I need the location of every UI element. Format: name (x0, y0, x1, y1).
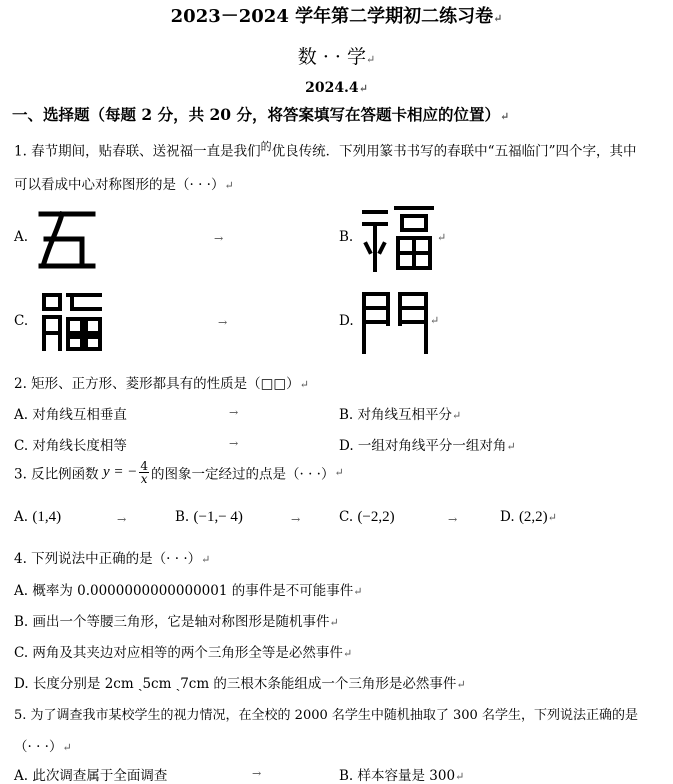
seal-glyph-fu-icon (360, 204, 436, 272)
q2-option-c: C. 对角线长度相等 (14, 438, 127, 454)
q5-option-a: A. 此次调查属于全面调查 (14, 768, 168, 784)
q2-option-b: B. 对角线互相平分↵ (339, 407, 462, 423)
q1-para-b: ↵ (437, 231, 447, 244)
q5-stem-line2: （· · ·）↵ (14, 739, 72, 755)
q1-para-d: ↵ (430, 314, 440, 327)
exam-date: 2024.4↵ (305, 80, 368, 96)
q1-option-a-label: A. (14, 229, 29, 245)
q4-stem: 4. 下列说法中正确的是（· · ·）↵ (14, 551, 211, 567)
q1-tab-a: → (214, 232, 224, 245)
q5-option-b: B. 样本容量是 300↵ (339, 768, 465, 784)
q3-option-d: D. (2,2)↵ (500, 509, 557, 525)
q3-tab-b: → (291, 513, 301, 526)
seal-glyph-lin-icon (40, 291, 104, 353)
q1-tab-c: → (218, 316, 228, 329)
q3-option-b: B. (−1,− 4) (175, 509, 243, 525)
q4-option-c: C. 两角及其夹边对应相等的两个三角形全等是必然事件↵ (14, 645, 353, 661)
exam-title: 2023－2024 学年第二学期初二练习卷↵ (170, 6, 503, 27)
section-heading: 一、选择题（每题 2 分，共 20 分，将答案填写在答题卡相应的位置）↵ (12, 105, 510, 124)
q4-option-b: B. 画出一个等腰三角形，它是轴对称图形是随机事件↵ (14, 614, 339, 630)
q2-stem: 2. 矩形、正方形、菱形都具有的性质是（□□）↵ (14, 376, 309, 392)
q1-option-b-label: B. (339, 229, 354, 245)
q4-option-a: A. 概率为 0.0000000000000001 的事件是不可能事件↵ (14, 583, 363, 599)
q3-stem: 3. 反比例函数 y = − $\frac{4}{x}$ 的图象一定经过的点是（· · ·）↵ (14, 459, 344, 486)
q3-tab-a: → (117, 513, 127, 526)
seal-glyph-wu-icon (36, 209, 98, 271)
q3-option-a: A. (1,4) (14, 509, 62, 525)
q1-option-d-label: D. (339, 313, 354, 329)
q5-stem-line1: 5. 为了调查我市某校学生的视力情况，在全校的 2000 名学生中随机抽取了 300 名学生，下列说法正确的是 (14, 708, 638, 723)
q3-fraction: $\frac{4}{x}$ (140, 459, 149, 486)
q2-option-d: D. 一组对角线平分一组对角↵ (339, 438, 516, 454)
q2-tab-a: → (229, 406, 239, 419)
q1-stem-line2: 可以看成中心对称图形的是（· · ·）↵ (14, 177, 234, 193)
q5-tab-a: → (252, 767, 262, 780)
q1-option-c-label: C. (14, 313, 29, 329)
seal-glyph-men-icon (360, 290, 430, 354)
q1-stem-line1: 1. 春节期间，贴春联、送祝福一直是我们$^的$优良传统．下列用篆书书写的春联中“五福临门”四个字，其中 (14, 140, 637, 160)
q2-option-a: A. 对角线互相垂直 (14, 407, 127, 423)
q2-tab-c: → (229, 437, 239, 450)
subject-title: 数 · · 学↵ (297, 46, 376, 68)
q3-tab-c: → (448, 513, 458, 526)
q4-option-d: D. 长度分别是 2cm ˏ5cm ˏ7cm 的三根木条能组成一个三角形是必然事件↵ (14, 676, 466, 692)
q3-option-c: C. (−2,2) (339, 509, 395, 525)
